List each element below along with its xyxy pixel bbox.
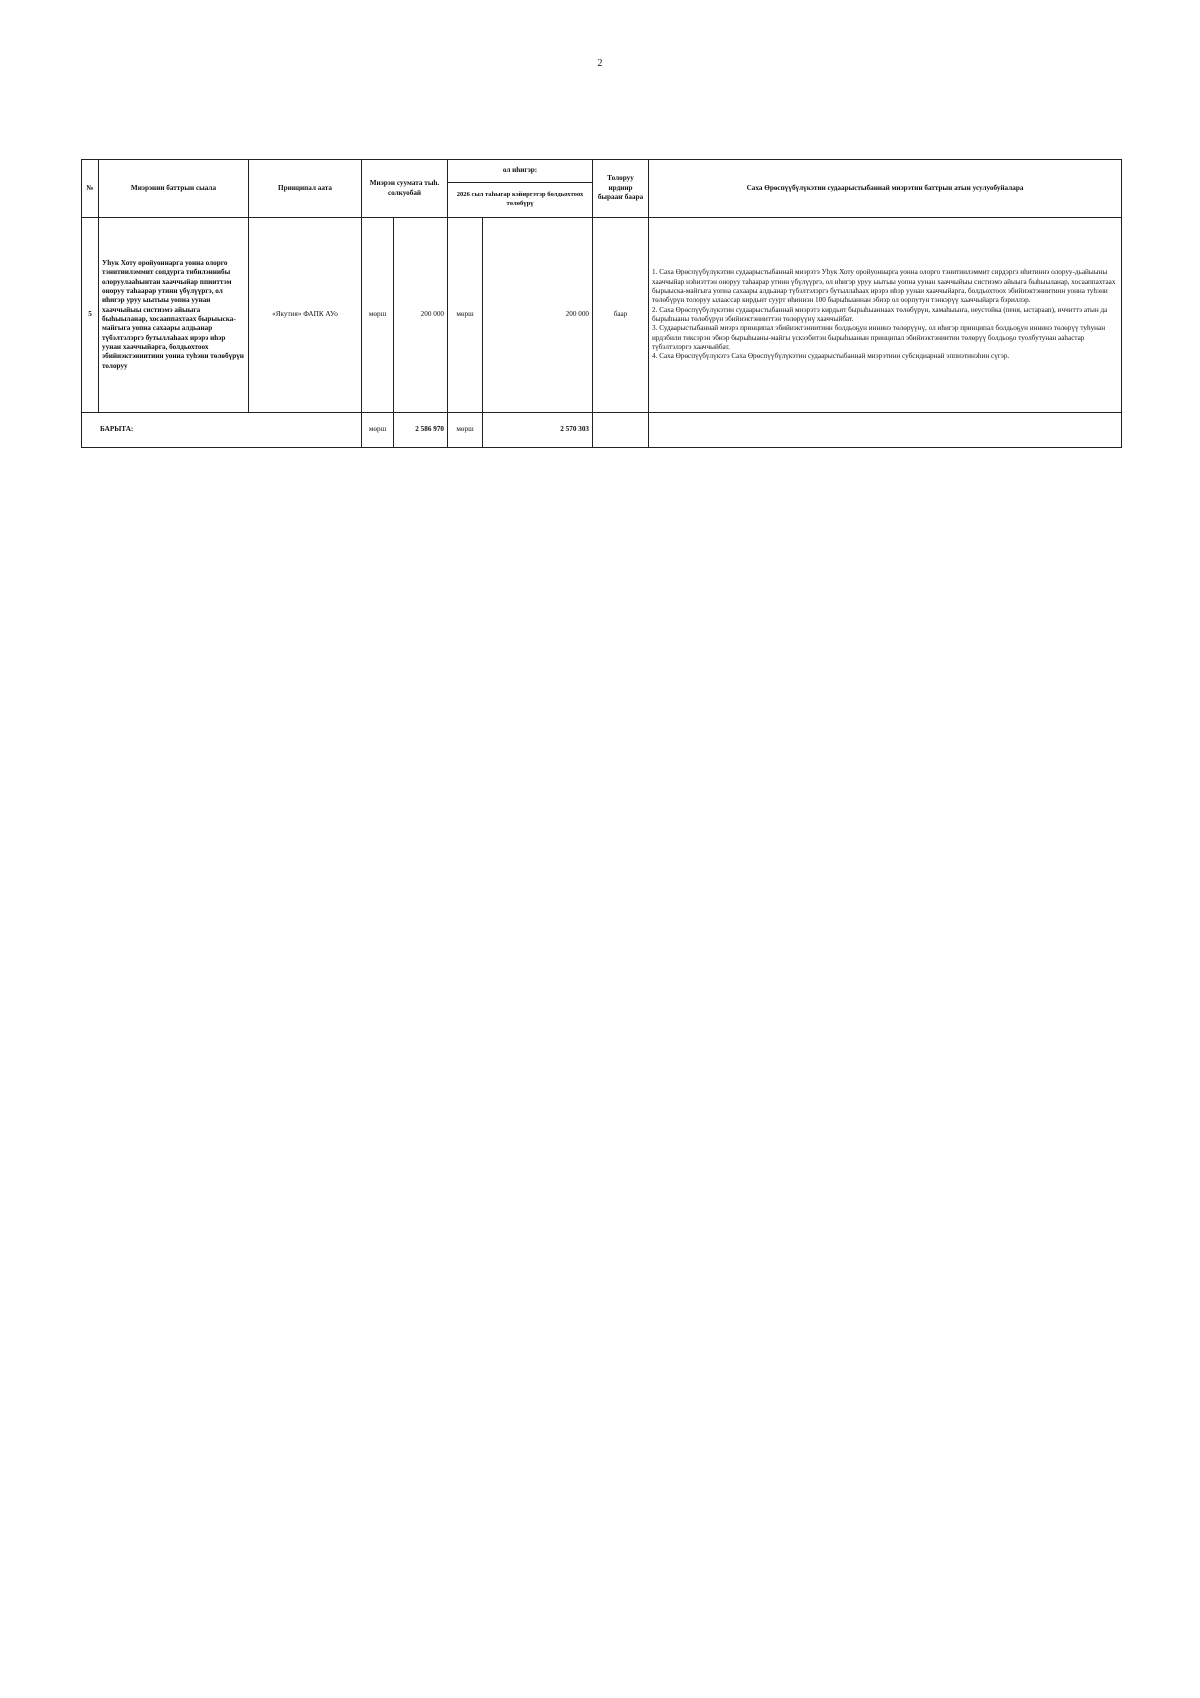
header-event-name: Миэрэнии баттрын сыала [99, 160, 249, 218]
header-deadline: Толоруу ирдиир бырааҥ баара [593, 160, 649, 218]
total-amount: 2 586 970 [394, 413, 448, 448]
row-measures [649, 218, 1122, 413]
total-year-amount: 2 570 303 [483, 413, 593, 448]
total-empty-cell [593, 413, 649, 448]
total-unit-1: мөрш [362, 413, 394, 448]
total-unit-2: мөрш [448, 413, 483, 448]
header-measures: Саха Өрөспүүбүлүкэтин судаарыстыбаннай миэрэтин баттрын атын усулуобуйалара [649, 160, 1122, 218]
row-amount: 200 000 [394, 218, 448, 413]
header-no: № [82, 160, 99, 218]
measure-item: 1. Саха Өрөспүүбүлүкэтин судаарыстыбаннай миэрэтэ Уһук Хоту оройуоннарга уонна олорго тэнитиилэммит сирдэргэ иһитиннэ олоруу-дьайыыны хааччыйар нэһиэттэн оноруу таһаарар утинн үбүлүүргэ, ол иһигэр уруу ыытыы уопна уунан хааччыйыы систиэмэ айыыга быһыыланар, хосааппахтаах бырыыска-майгыга уопна сахаары алдьанар түбэлтэлэргэ бутыллаһаах ирэрэ иһэр уунан хааччыйарга, болдьохтоох эбийиэктэниитинн уонна туһэни төлөбүрүн толоруу ылаассар кирдьит суурт иһиниэн 100 бырыһыаннан эбиэр ол оорпутун тэнкэрүү хааччыйарга бэриллэр. [652, 268, 1116, 305]
total-empty-cell [649, 413, 1122, 448]
row-unit-1: мөрш [362, 218, 394, 413]
row-year-amount: 200 000 [483, 218, 593, 413]
header-principal: Принципал аата [249, 160, 362, 218]
guarantees-table [81, 159, 1122, 448]
row-event-name: Уһук Хоту оройуоннарга уонна олорго тэнитиилэммит сопдурга тибилэннибы олоруулааһынтан хааччыйар ппииттэм оноруу таһаарар утинн үбүлүүргэ, ол иһигэр уруу ыытыы уопна уунан хааччыйыы систиэмэ айыыга быһыыланар, хосааппахтаах бырыыска-майгыга уопна сахаары алдьанар түбэлтэлэргэ бутыллаһаах ирэрэ иһэр уунан хааччыйарга, болдьохтоох эбийиэктэниитинн уонна туһэни төлөбүрүн толоруу [99, 218, 249, 413]
row-deadline: баар [593, 218, 649, 413]
row-no: 5 [82, 218, 99, 413]
table-row [82, 218, 1122, 413]
header-including: ол иһигэр: [448, 160, 593, 183]
row-principal: «Якутия» ФАПК АУо [249, 218, 362, 413]
total-label: БАРЫТА: [82, 413, 362, 448]
measure-item: 2. Саха Өрөспүүбүлүкэтин судаарыстыбаннай миэрэтэ кирдьит бырыһыаннаах төлөбүрүн, хамаһыыҥа, неустойка (пеня, ыстараап), иччиттэ атын да бырыһыаны төлөбүрүн эбийиэктэнииттэн төлөрүүнү хааччыйбат. [652, 305, 1108, 323]
total-row [82, 413, 1122, 448]
measure-item: 3. Судаарыстыбаннай миэрэ принципал эбийиэктэниитинн болдьоҕун иннинэ төлөрүүнү, ол иһигэр принципал болдьоҕун иннинэ төлөрүү туһунан ирдэбили тиксэрэн эбиэр бырыһыаны-майгы үскээбитэн бырыһыанын принципал эбийиэктэниитин төлөрүү болдьоҕо туолбутунан ааһастар түбэлтэлэргэ хааччыйбат. [652, 324, 1106, 352]
page-number: 2 [597, 58, 603, 69]
header-year-subsidy: 2026 сыл таһыгар кэйиргэтэр болдьохтоох төлөбүрү [448, 183, 593, 218]
measure-item: 4. Саха Өрөспүүбүлүкэтэ Саха Өрөспүүбүлүкэтин судаарыстыбаннай миэрэтинн субсидиарнай эппиэтинэһин сүгэр. [652, 352, 1010, 361]
header-amount-group: Миэрэн суумата тыһ. солкуобай [362, 160, 448, 218]
row-unit-2: мөрш [448, 218, 483, 413]
